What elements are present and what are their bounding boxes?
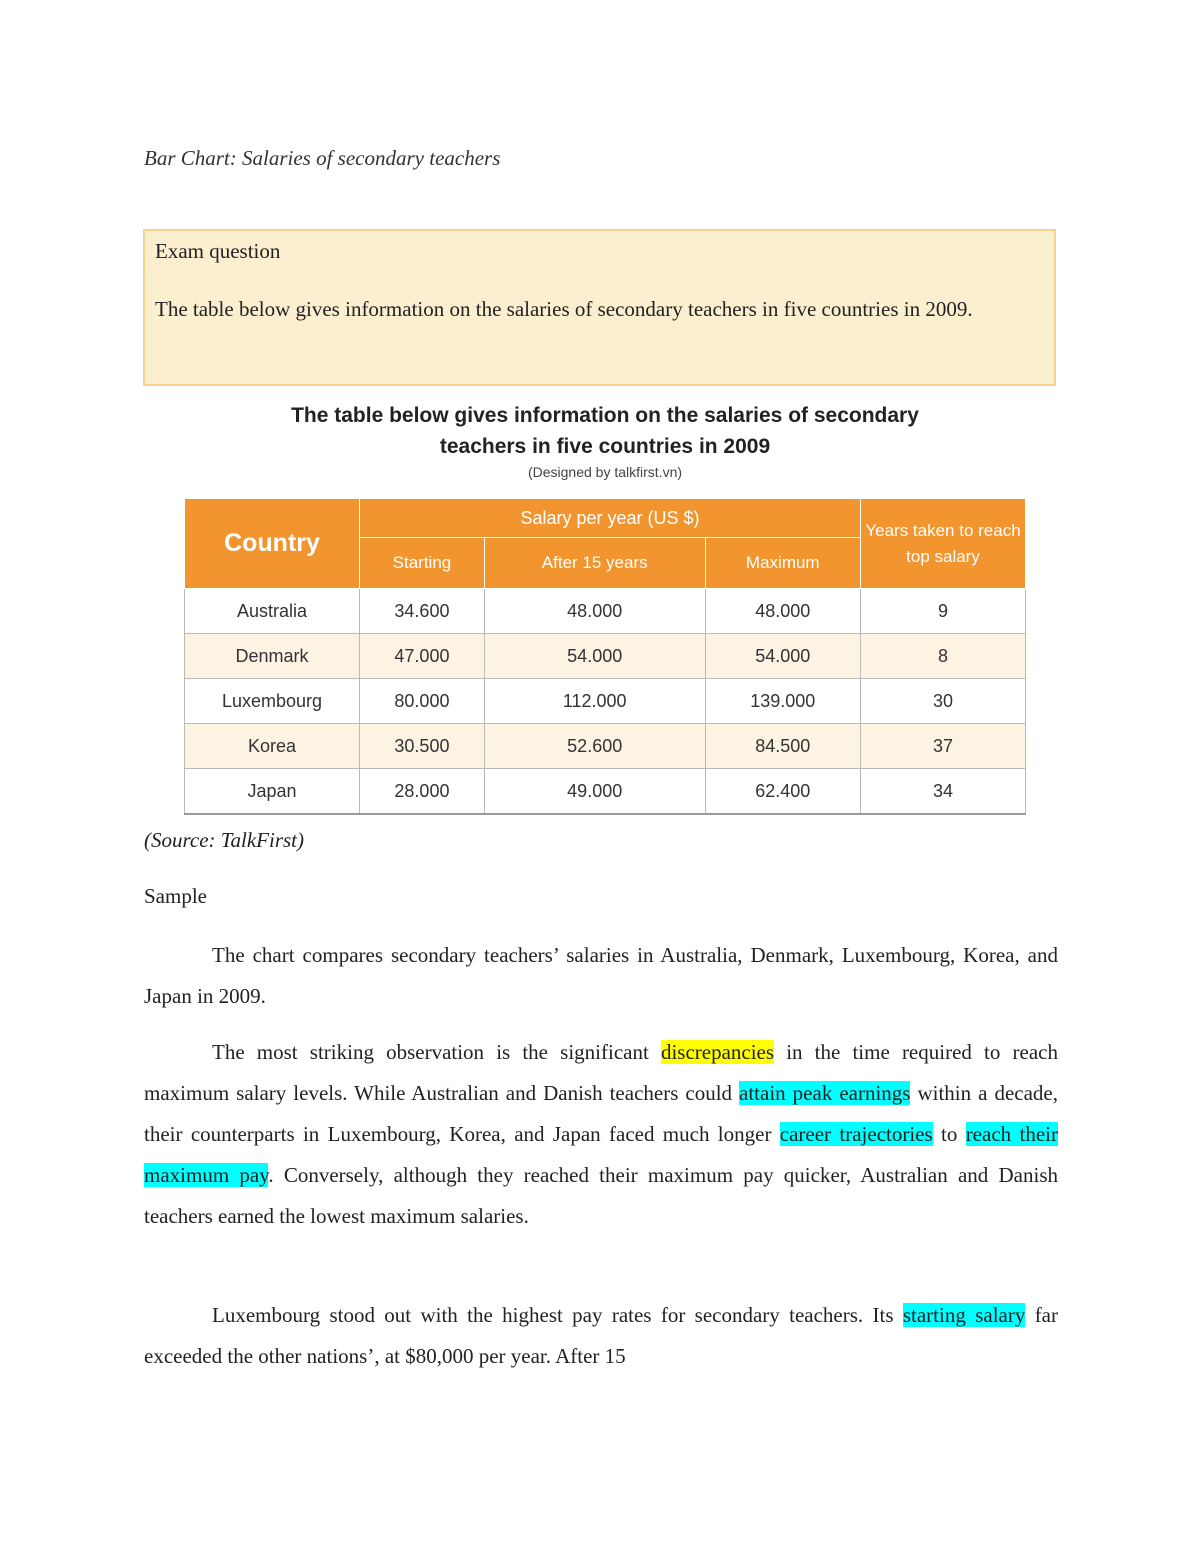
- text-run: . Conversely, although they reached their maximum pay quicker, Australian and Danish teachers earned the lowest maximum salaries.: [144, 1163, 1058, 1228]
- text-run: within a decade, their counterparts in Luxembourg, Korea, and Japan faced much longer: [144, 1081, 1058, 1146]
- sample-heading: Sample: [144, 884, 207, 908]
- cell-country: Luxembourg: [185, 679, 360, 724]
- table-row: [185, 589, 1026, 634]
- table-row: [185, 634, 1026, 679]
- table-row: [185, 679, 1026, 724]
- header-starting: Starting: [360, 538, 485, 589]
- cell-maximum: 84.500: [705, 724, 860, 769]
- figure-title-line1: The table below gives information on the salaries of secondary: [291, 404, 919, 427]
- header-after-15: After 15 years: [484, 538, 705, 589]
- cell-country: Japan: [185, 769, 360, 815]
- text-run: to: [932, 1122, 966, 1146]
- cell-starting: 28.000: [360, 769, 485, 815]
- cell-years: 37: [861, 724, 1026, 769]
- cell-starting: 30.500: [360, 724, 485, 769]
- figure-title-line2: teachers in five countries in 2009: [439, 435, 771, 458]
- highlight-starting-salary: starting salary: [902, 1303, 1026, 1327]
- cell-maximum: 62.400: [705, 769, 860, 815]
- cell-after-15: 49.000: [484, 769, 705, 815]
- cell-after-15: 112.000: [484, 679, 705, 724]
- highlight-discrepancies: discrepancies: [660, 1040, 775, 1064]
- cell-country: Australia: [185, 589, 360, 634]
- exam-question-text: The table below gives information on the salaries of secondary teachers in five countries in 2009.: [155, 297, 973, 321]
- cell-starting: 34.600: [360, 589, 485, 634]
- salary-table: [184, 498, 1026, 815]
- table-row: [185, 724, 1026, 769]
- text-run: Luxembourg stood out with the highest pay rates for secondary teachers. Its: [212, 1303, 903, 1327]
- header-years: Years taken to reach top salary: [861, 499, 1026, 589]
- cell-maximum: 139.000: [705, 679, 860, 724]
- cell-starting: 47.000: [360, 634, 485, 679]
- salary-table-figure: [184, 400, 1026, 801]
- table-row: [185, 769, 1026, 815]
- header-country: Country: [185, 499, 360, 589]
- paragraph-key-feature: [144, 1032, 1058, 1237]
- document-title: Bar Chart: Salaries of secondary teachers: [144, 146, 501, 170]
- text-run: far exceeded the other nations’, at $80,000 per year. After 15: [144, 1303, 1058, 1368]
- exam-question-heading: Exam question: [155, 239, 281, 263]
- paragraph-overview: The chart compares secondary teachers’ salaries in Australia, Denmark, Luxembourg, Korea, and Japan in 2009.: [144, 943, 1058, 1008]
- highlight-career-trajectories: career trajectories: [779, 1122, 933, 1146]
- cell-country: Denmark: [185, 634, 360, 679]
- cell-starting: 80.000: [360, 679, 485, 724]
- cell-after-15: 54.000: [484, 634, 705, 679]
- cell-years: 8: [861, 634, 1026, 679]
- highlight-attain-peak-earnings: attain peak earnings: [739, 1081, 911, 1105]
- figure-subtitle: (Designed by talkfirst.vn): [527, 464, 683, 480]
- cell-maximum: 54.000: [705, 634, 860, 679]
- cell-after-15: 48.000: [484, 589, 705, 634]
- exam-question-box: [143, 229, 1056, 386]
- text-run: in the time required to reach maximum salary levels. While Australian and Danish teachers could: [144, 1040, 1058, 1105]
- source-caption: (Source: TalkFirst): [144, 828, 305, 852]
- cell-country: Korea: [185, 724, 360, 769]
- paragraph-luxembourg: [144, 1295, 1058, 1377]
- highlight-reach-maximum-pay: reach their maximum pay: [144, 1122, 1058, 1187]
- cell-maximum: 48.000: [705, 589, 860, 634]
- text-run: The most striking observation is the significant: [212, 1040, 661, 1064]
- cell-years: 34: [861, 769, 1026, 815]
- cell-after-15: 52.600: [484, 724, 705, 769]
- header-salary-group: Salary per year (US $): [360, 499, 861, 538]
- cell-years: 30: [861, 679, 1026, 724]
- cell-years: 9: [861, 589, 1026, 634]
- header-maximum: Maximum: [705, 538, 860, 589]
